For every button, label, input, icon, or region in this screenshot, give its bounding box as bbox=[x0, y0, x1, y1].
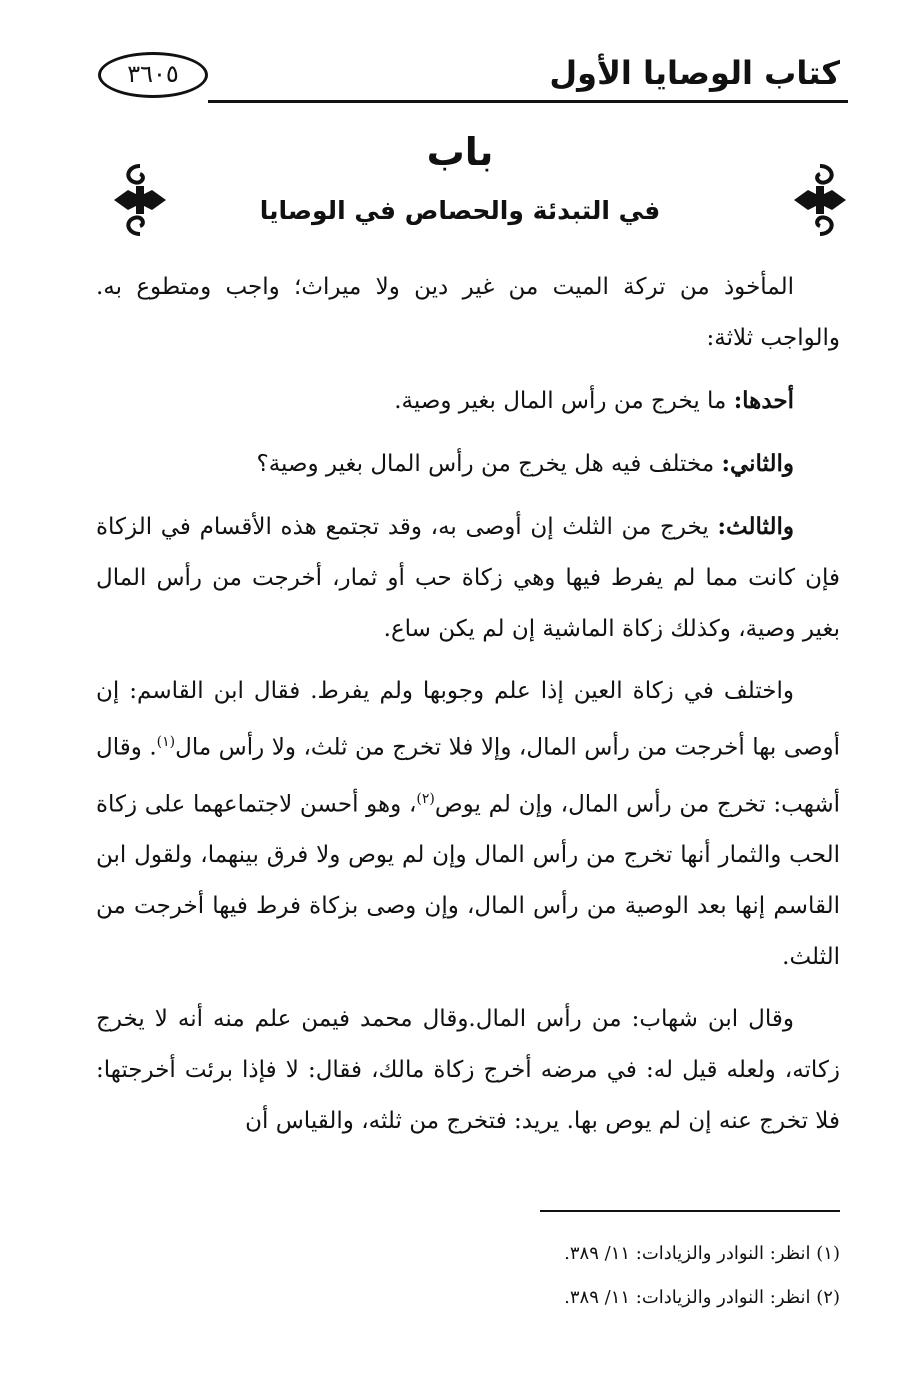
paragraph-2-lead: أحدها: bbox=[733, 387, 794, 414]
paragraph-5 bbox=[96, 666, 840, 983]
chapter-label: باب bbox=[426, 130, 494, 174]
paragraph-4-text: يخرج من الثلث إن أوصى به، وقد تجتمع هذه الأقسام في الزكاة فإن كانت مما لم يفرط فيها وهي زكاة حب أو ثمار، أخرجت من رأس المال بغير وصية، وكذلك زكاة الماشية إن لم يكن ساع. bbox=[96, 514, 840, 642]
paragraph-5-part-c: ، وهو أحسن لاجتماعهما على زكاة الحب والثمار أنها تخرج من رأس المال وإن لم يوص ولا فرق بينهما، ولقول ابن القاسم إنها بعد الوصية من رأس المال، وإن وصى بزكاة فرط فيها أخرجت من الثلث. bbox=[96, 791, 840, 971]
footnote-rule bbox=[540, 1210, 840, 1212]
page-number: ٣٦٠٥ bbox=[127, 60, 179, 88]
paragraph-3-lead: والثاني: bbox=[721, 450, 794, 477]
footnote-2: (٢) انظر: النوادر والزيادات: ١١/ ٣٨٩. bbox=[564, 1287, 840, 1308]
paragraph-1: المأخوذ من تركة الميت من غير دين ولا ميراث؛ واجب ومتطوع به. والواجب ثلاثة: bbox=[96, 274, 840, 351]
footnote-1: (١) انظر: النوادر والزيادات: ١١/ ٣٨٩. bbox=[564, 1243, 840, 1264]
paragraph-2 bbox=[96, 375, 840, 427]
paragraph-3-text: مختلف فيه هل يخرج من رأس المال بغير وصية؟ bbox=[256, 451, 722, 477]
chapter-title: في التبدئة والحصاص في الوصايا bbox=[259, 196, 661, 225]
paragraph-3 bbox=[96, 438, 840, 490]
paragraph-4 bbox=[96, 501, 840, 655]
page-header bbox=[90, 46, 840, 106]
paragraph-5-part-b: . وقال أشهب: تخرج من رأس المال، وإن لم يوص bbox=[96, 734, 840, 818]
body-text bbox=[96, 262, 840, 1158]
running-title: كتاب الوصايا الأول bbox=[549, 54, 840, 92]
paragraph-6: وقال ابن شهاب: من رأس المال.وقال محمد فيمن علم منه أنه لا يخرج زكاته، ولعله قيل له: في مرضه أخرج زكاة مالك، فقال: لا فإذا برئت أخرجتها: فلا تخرج عنه إن لم يوص بها. يريد: فتخرج من ثلثه، والقياس أن bbox=[96, 1006, 840, 1135]
footnote-ref-1[interactable]: (١) bbox=[156, 734, 176, 750]
paragraph-5-part-a: واختلف في زكاة العين إذا علم وجوبها ولم يفرط. فقال ابن القاسم: إن أوصى بها أخرجت من رأس المال، وإلا فلا تخرج من ثلث، ولا رأس مال bbox=[96, 678, 840, 761]
footnotes bbox=[96, 1232, 840, 1320]
header-rule bbox=[208, 100, 848, 103]
footnote-ref-2[interactable]: (٢) bbox=[416, 790, 435, 807]
paragraph-4-lead: والثالث: bbox=[717, 513, 794, 540]
paragraph-2-text: ما يخرج من رأس المال بغير وصية. bbox=[394, 388, 734, 414]
